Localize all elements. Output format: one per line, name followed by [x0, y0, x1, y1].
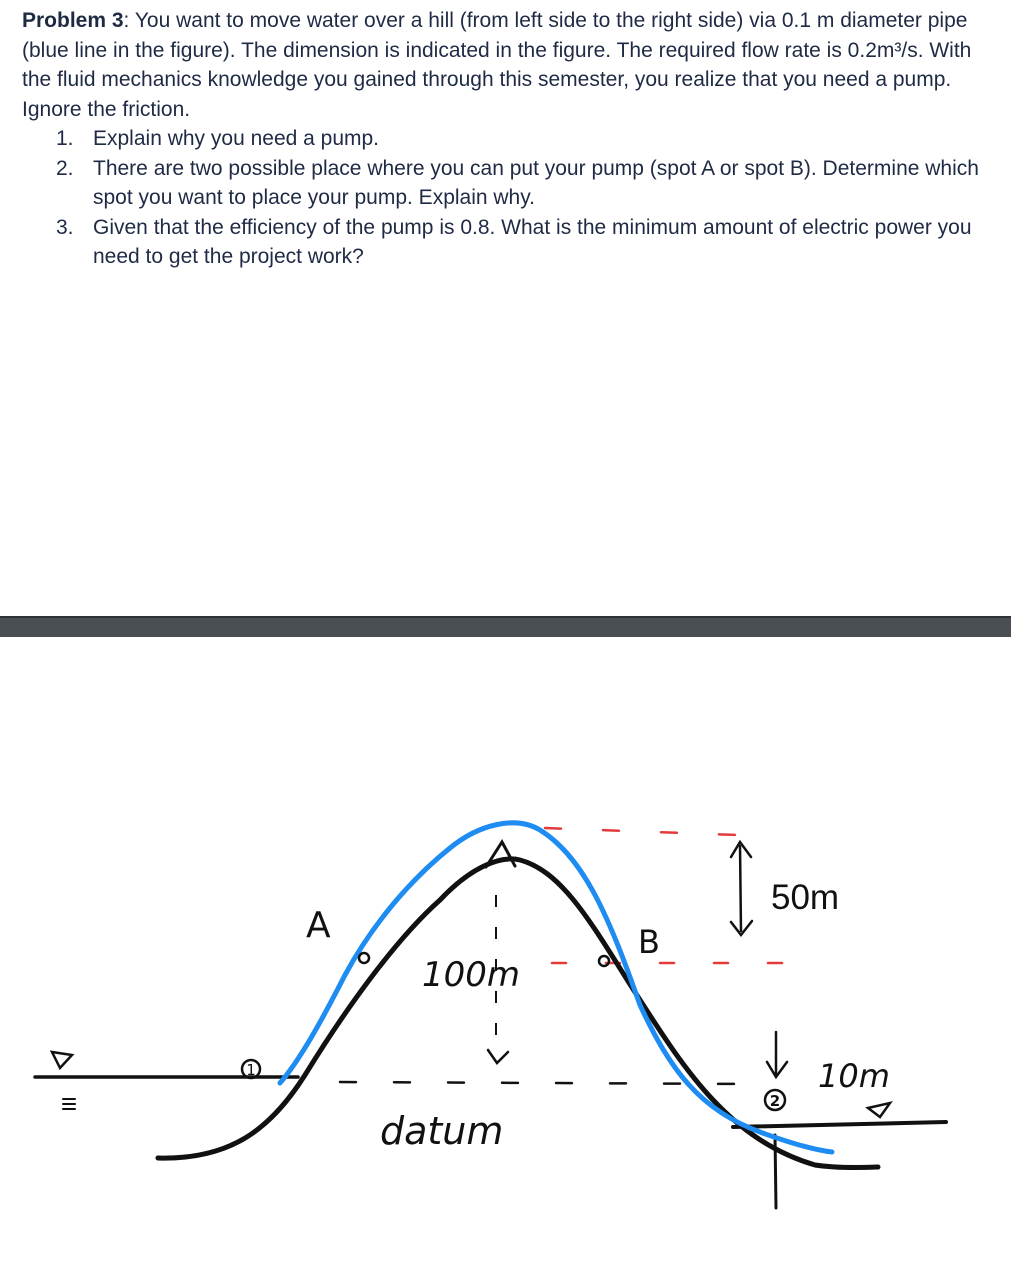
- label-10m: 10m: [818, 1057, 890, 1095]
- hill-pipe-diagram: [0, 637, 1011, 1282]
- question-number: 1.: [56, 127, 74, 150]
- label-50m: 50m: [771, 878, 840, 917]
- point-2-marker: [765, 1090, 785, 1110]
- problem-intro-text: : You want to move water over a hill (from left side to the right side) via 0.1 m diameter pipe (blue line in the figure). The dimension is indicated in the figure. The required flow rate is 0.2m³/s. With the fluid mechanics knowledge you gained through this semester, you realize that you need a pump. Ignore the friction.: [22, 9, 972, 121]
- label-datum: datum: [380, 1109, 504, 1153]
- spot-a-marker: [359, 953, 369, 963]
- question-text: There are two possible place where you can put your pump (spot A or spot B). Determine which spot you want to place your pump. Explain why.: [93, 156, 979, 209]
- question-number: 3.: [56, 215, 74, 239]
- left-water-level-icon: [52, 1052, 72, 1068]
- top-level-dashed-line: [545, 828, 765, 836]
- spot-b-marker: [599, 956, 609, 966]
- label-a: A: [306, 905, 331, 946]
- problem-statement: [22, 6, 992, 272]
- top-height-dimension: [740, 845, 741, 932]
- hill-height-arrowhead: [488, 1050, 508, 1063]
- question-text: Explain why you need a pump.: [93, 127, 380, 150]
- question-item: [22, 213, 992, 272]
- question-item: [22, 154, 992, 213]
- right-water-surface: [733, 1122, 946, 1127]
- left-water-level-lines: [63, 1099, 75, 1109]
- label-b: B: [638, 923, 660, 961]
- problem-title: Problem 3: [22, 9, 124, 32]
- point-2-label: 2: [769, 1092, 781, 1110]
- point-1-marker: [242, 1060, 260, 1079]
- hill-outline: [158, 859, 878, 1168]
- question-text: Given that the efficiency of the pump is 0.8. What is the minimum amount of electric power you need to get the project work?: [93, 215, 972, 268]
- outlet-post: [775, 1135, 776, 1208]
- question-item: [22, 124, 992, 154]
- point-1-label: 1: [246, 1061, 256, 1079]
- question-number: 2.: [56, 156, 74, 180]
- reference-lines: [545, 828, 790, 963]
- label-100m: 100m: [422, 955, 521, 995]
- question-list: [22, 124, 992, 272]
- problem-intro: [22, 6, 992, 124]
- right-water-level-icon: [868, 1103, 890, 1117]
- outlet-height-arrow: [767, 1032, 787, 1077]
- section-divider: [0, 616, 1011, 637]
